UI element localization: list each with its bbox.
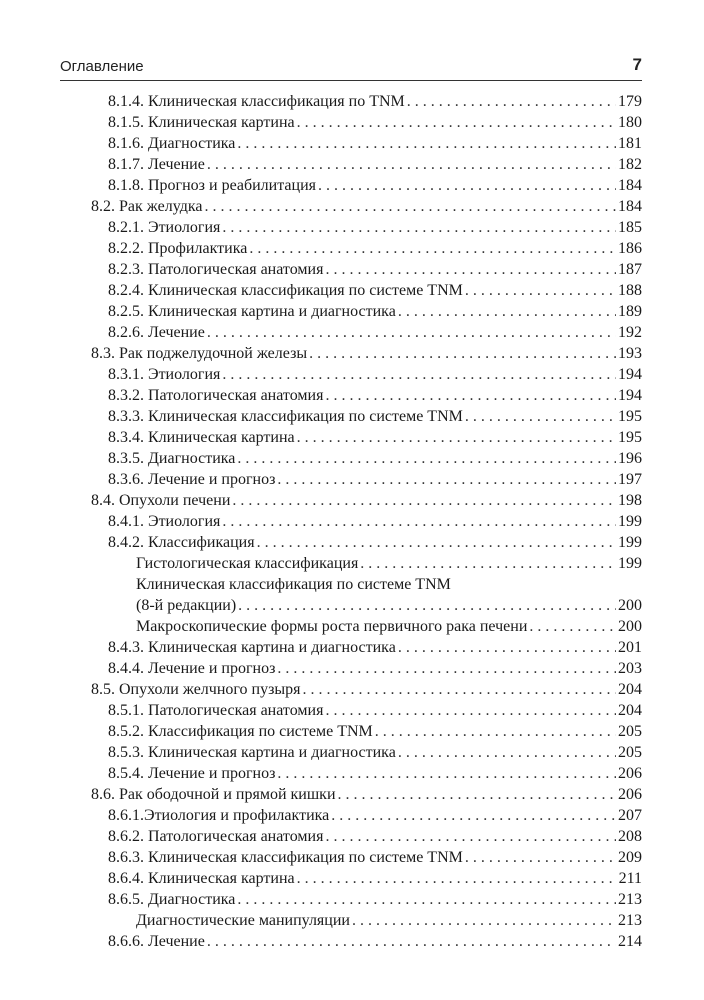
toc-entry: 8.2.2. Профилактика . . . 186 [108, 238, 642, 259]
toc-entry: 8.1.4. Клиническая классификация по TNM . . . 179 [108, 91, 642, 112]
toc-entry: 8.6.4. Клиническая картина . . . 211 [108, 868, 642, 889]
toc-entry: 8.3.6. Лечение и прогноз . . . 197 [108, 469, 642, 490]
toc-entry: 8.4.1. Этиология . . . 199 [108, 511, 642, 532]
toc-section-entry: 8.2. Рак желудка . . . 184 [91, 196, 642, 217]
toc-entry: 8.3.2. Патологическая анатомия . . . 194 [108, 385, 642, 406]
toc-entry: 8.6.3. Клиническая классификация по системе TNM . . . 209 [108, 847, 642, 868]
toc-entry: 8.3.5. Диагностика . . . 196 [108, 448, 642, 469]
toc-entry: 8.6.6. Лечение . . . 214 [108, 931, 642, 952]
toc-section-entry: 8.6. Рак ободочной и прямой кишки . . . 206 [91, 784, 642, 805]
toc-entry: 8.1.5. Клиническая картина . . . 180 [108, 112, 642, 133]
running-header-title: Оглавление [60, 58, 144, 75]
toc-entry: 8.6.5. Диагностика . . . 213 [108, 889, 642, 910]
header-divider [60, 80, 642, 81]
toc-entry: 8.1.8. Прогноз и реабилитация . . . 184 [108, 175, 642, 196]
toc-entry: 8.4.2. Классификация . . . 199 [108, 532, 642, 553]
toc-entry: 8.1.6. Диагностика . . . 181 [108, 133, 642, 154]
toc-entry: 8.5.3. Клиническая картина и диагностика . . . 205 [108, 742, 642, 763]
toc-subentry: (8-й редакции) . . . 200 [136, 595, 642, 616]
toc-section-entry: 8.3. Рак поджелудочной железы . . . 193 [91, 343, 642, 364]
toc-entry: 8.2.5. Клиническая картина и диагностика . . . 189 [108, 301, 642, 322]
toc-subentry: Гистологическая классификация . . . 199 [136, 553, 642, 574]
toc-subentry-line: Клиническая классификация по системе TNM [136, 576, 451, 593]
toc-subentry: Диагностические манипуляции . . . 213 [136, 910, 642, 931]
toc-entry: 8.5.2. Классификация по системе TNM . . . 205 [108, 721, 642, 742]
toc-subentry: Макроскопические формы роста первичного рака печени . . . 200 [136, 616, 642, 637]
toc-entry: 8.5.1. Патологическая анатомия . . . 204 [108, 700, 642, 721]
toc-entry: 8.4.3. Клиническая картина и диагностика . . . 201 [108, 637, 642, 658]
toc-entry: 8.2.1. Этиология . . . 185 [108, 217, 642, 238]
toc-entry: 8.5.4. Лечение и прогноз . . . 206 [108, 763, 642, 784]
page-number: 7 [632, 55, 642, 74]
toc-entry: 8.6.2. Патологическая анатомия . . . 208 [108, 826, 642, 847]
toc-entry: 8.3.1. Этиология . . . 194 [108, 364, 642, 385]
toc-entry: 8.6.1.Этиология и профилактика . . . 207 [108, 805, 642, 826]
toc-entry: 8.3.4. Клиническая картина . . . 195 [108, 427, 642, 448]
toc-section-entry: 8.4. Опухоли печени . . . 198 [91, 490, 642, 511]
toc-entry: 8.2.6. Лечение . . . 192 [108, 322, 642, 343]
toc-entry: 8.1.7. Лечение . . . 182 [108, 154, 642, 175]
toc-entry: 8.3.3. Клиническая классификация по системе TNM . . . 195 [108, 406, 642, 427]
toc-entry: 8.4.4. Лечение и прогноз . . . 203 [108, 658, 642, 679]
toc-entry: 8.2.4. Клиническая классификация по системе TNM . . . 188 [108, 280, 642, 301]
toc-entry: 8.2.3. Патологическая анатомия . . . 187 [108, 259, 642, 280]
toc-section-entry: 8.5. Опухоли желчного пузыря . . . 204 [91, 679, 642, 700]
